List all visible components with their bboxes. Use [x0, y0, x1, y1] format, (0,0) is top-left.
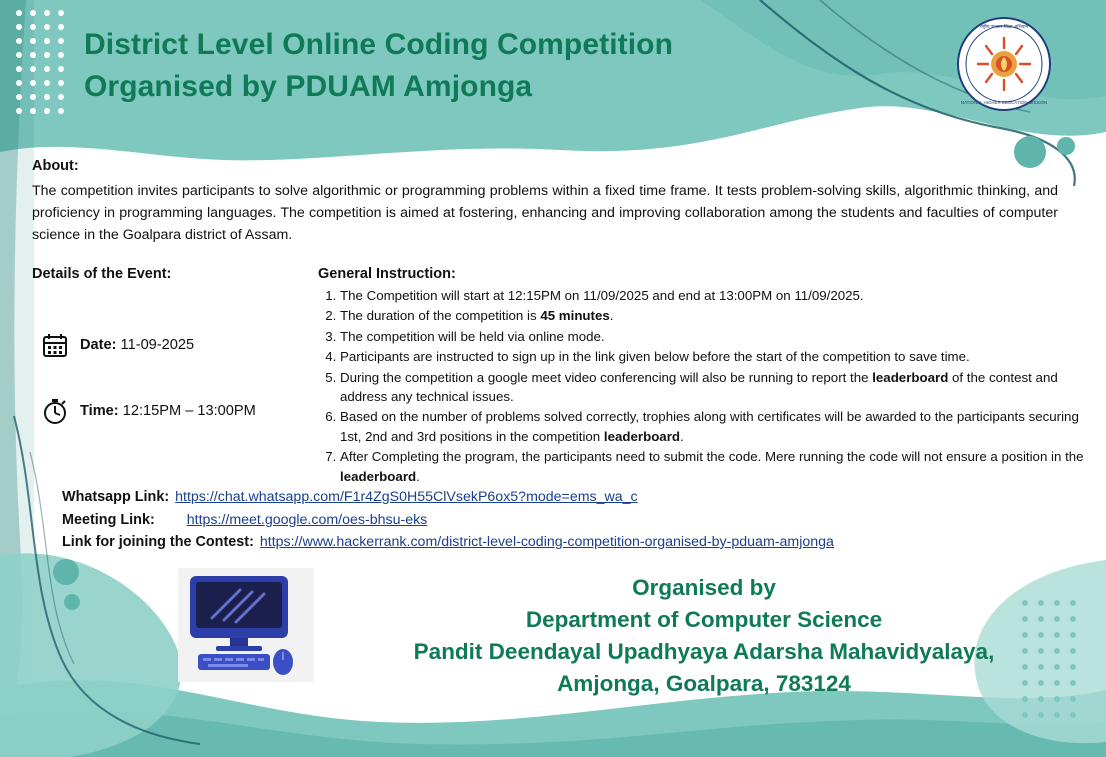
links-block — [62, 486, 834, 554]
event-date-row — [40, 330, 194, 360]
about-text: The competition invites participants to solve algorithmic or programming problems within a fixed time frame. It tests problem-solving skills, algorithmic thinking, and proficiency in programming languages. The competition is aimed at fostering, enhancing and improving collaboration among the students and faculties of computer science in the Goalpara district of Assam. — [32, 183, 1058, 243]
organised-line-4: Amjonga, Goalpara, 783124 — [557, 671, 851, 696]
whatsapp-link[interactable]: https://chat.whatsapp.com/F1r4ZgS0H55ClVsekP6ox5?mode=ems_wa_c — [175, 489, 638, 505]
contest-link-row — [62, 531, 834, 554]
desktop-computer-illustration — [178, 568, 314, 682]
list-item: 1. The Competition will start at 12:15PM on 11/09/2025 and end at 13:00PM on 11/09/2025. — [340, 286, 1084, 305]
title-line-2: Organised by PDUAM Amjonga — [84, 70, 533, 103]
list-item: 5. During the competition a google meet video conferencing will also be running to report the leaderboard of the contest and address any technical issues. — [340, 368, 1084, 407]
meeting-label: Meeting Link: — [62, 511, 155, 528]
organised-line-2: Department of Computer Science — [525, 607, 883, 632]
event-time-row — [40, 396, 256, 426]
organised-by-block — [338, 572, 1070, 700]
about-label: About: — [32, 158, 79, 174]
details-label: Details of the Event: — [32, 266, 172, 282]
contest-label: Link for joining the Contest: — [62, 534, 254, 550]
event-time-text — [80, 403, 256, 419]
time-label: Time: — [80, 403, 119, 419]
dot-grid-top-left — [16, 10, 74, 130]
list-item: 2. The duration of the competition is 45 minutes. — [340, 306, 1084, 325]
national-education-emblem-icon — [956, 16, 1052, 112]
whatsapp-label: Whatsapp Link: — [62, 489, 170, 505]
date-value: 11-09-2025 — [116, 337, 195, 353]
list-item: 7. After Completing the program, the participants need to submit the code. Mere running the code will not ensure a position in the leaderboard. — [340, 447, 1084, 486]
event-date-text — [80, 337, 194, 353]
instruction-list — [318, 286, 1084, 487]
date-label: Date: — [80, 337, 117, 353]
general-instruction-label: General Instruction: — [318, 266, 456, 282]
title-line-1: District Level Online Coding Competition — [84, 28, 674, 61]
meeting-link[interactable]: https://meet.google.com/oes-bhsu-eks — [186, 511, 428, 528]
organised-line-3: Pandit Deendayal Upadhyaya Adarsha Mahavidyalaya, — [413, 639, 995, 664]
calendar-icon — [40, 330, 70, 360]
page-title — [84, 24, 844, 108]
time-value: 12:15PM – 13:00PM — [118, 403, 256, 419]
svg-text:NATIONAL HIGHER EDUCATION MISS: NATIONAL HIGHER EDUCATION MISSION — [960, 100, 1048, 105]
list-item: 4. Participants are instructed to sign up in the link given below before the start of the competition to save time. — [340, 347, 1084, 366]
svg-text:राष्ट्रीय उच्चतर शिक्षा अभियान: राष्ट्रीय उच्चतर शिक्षा अभियान — [979, 24, 1029, 29]
organised-line-1: Organised by — [632, 575, 776, 600]
whatsapp-link-row — [62, 486, 834, 509]
stopwatch-icon — [40, 396, 70, 426]
meeting-link-row — [62, 509, 834, 532]
list-item: 6. Based on the number of problems solved correctly, trophies along with certificates will be awarded to the participants securing 1st, 2nd and 3rd positions in the competition leaderboard. — [340, 407, 1084, 446]
contest-link[interactable]: https://www.hackerrank.com/district-level-coding-competition-organised-by-pduam-amjonga — [259, 534, 834, 550]
list-item: 3. The competition will be held via online mode. — [340, 327, 1084, 346]
